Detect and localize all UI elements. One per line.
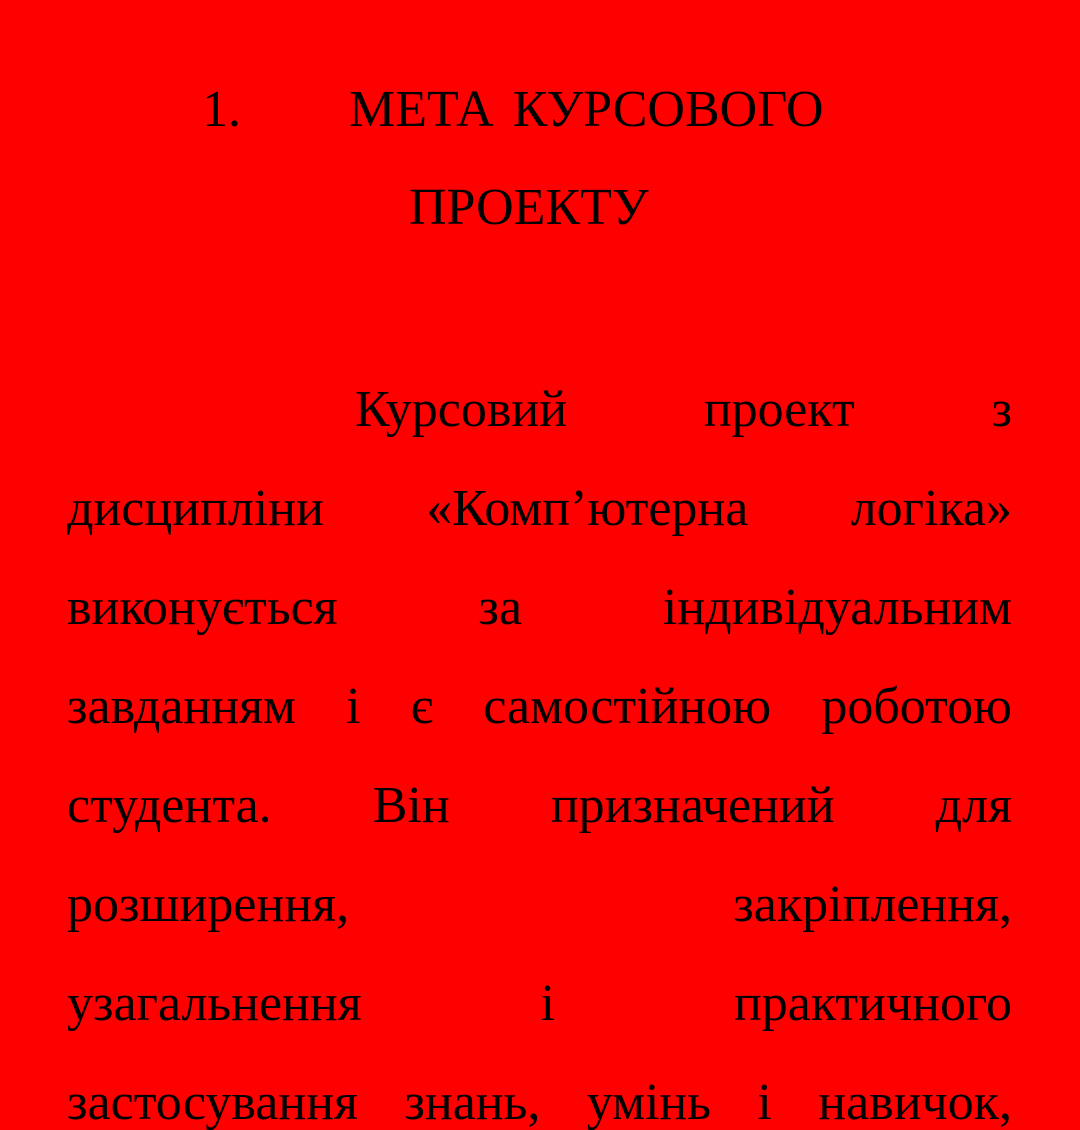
word: навичок, bbox=[818, 1074, 1012, 1130]
word: студента. bbox=[67, 777, 272, 834]
word: самостійною bbox=[483, 678, 772, 735]
word: проект bbox=[703, 381, 855, 438]
word: розширення, bbox=[67, 876, 350, 933]
word: закріплення, bbox=[733, 876, 1012, 933]
section-title-line-1: МЕТА КУРСОВОГО bbox=[349, 81, 824, 138]
word: Курсовий bbox=[355, 381, 568, 438]
word: і bbox=[346, 678, 361, 735]
word: Він bbox=[372, 777, 450, 834]
word: логіка» bbox=[850, 480, 1012, 537]
word: індивідуальним bbox=[662, 579, 1012, 636]
paragraph-line bbox=[67, 677, 1012, 737]
paragraph-line bbox=[67, 1073, 1012, 1130]
paragraph-line bbox=[355, 380, 1012, 440]
word: узагальнення bbox=[67, 975, 362, 1032]
word: для bbox=[935, 777, 1012, 834]
paragraph-line bbox=[67, 974, 1012, 1034]
word: умінь bbox=[586, 1074, 711, 1130]
word: «Комп’ютерна bbox=[426, 480, 749, 537]
word: практичного bbox=[733, 975, 1012, 1032]
paragraph-line bbox=[67, 776, 1012, 836]
paragraph-line bbox=[67, 875, 1012, 935]
word: призначений bbox=[550, 777, 835, 834]
word: застосування bbox=[67, 1074, 358, 1130]
paragraph-line bbox=[67, 479, 1012, 539]
section-number: 1. bbox=[202, 81, 241, 138]
section-title-line-2: ПРОЕКТУ bbox=[409, 179, 649, 236]
word: знань, bbox=[404, 1074, 541, 1130]
word: виконується bbox=[67, 579, 338, 636]
paragraph-line bbox=[67, 578, 1012, 638]
word: роботою bbox=[821, 678, 1012, 735]
word: і bbox=[757, 1074, 772, 1130]
word: завданням bbox=[67, 678, 296, 735]
word: за bbox=[478, 579, 523, 636]
word: з bbox=[991, 381, 1012, 438]
word: і bbox=[540, 975, 556, 1032]
word: є bbox=[410, 678, 434, 735]
word: дисципліни bbox=[67, 480, 324, 537]
